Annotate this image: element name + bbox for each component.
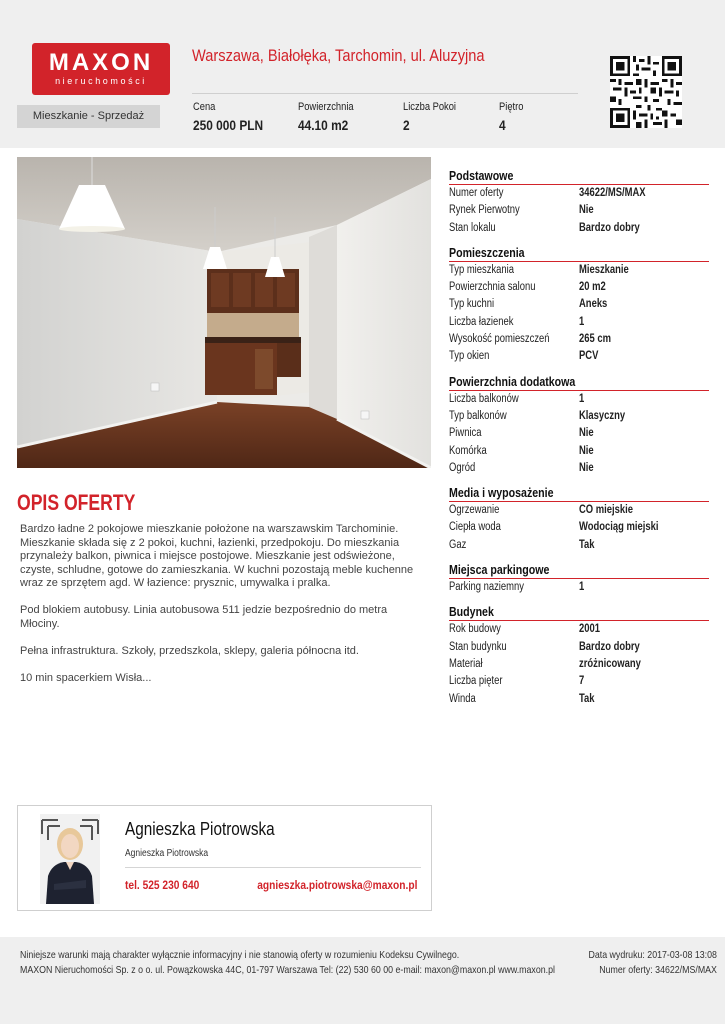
detail-row: Powierzchnia salonu 20 m2 — [449, 281, 606, 294]
agent-card — [17, 805, 432, 911]
footer — [0, 937, 725, 1024]
description-body — [20, 523, 420, 699]
property-details — [449, 168, 709, 708]
footer-company: MAXON Nieruchomości Sp. z o o. ul. Powązkowska 44C, 01-797 Warszawa Tel: (22) 530 60 00 e-mail: maxon@maxon.pl www.maxon.pl — [20, 964, 555, 976]
section-title-extra-area: Powierzchnia dodatkowa — [449, 374, 709, 391]
description-paragraph: Bardzo ładne 2 pokojowe mieszkanie położone na warszawskim Tarchominie. Mieszkanie składa się z 2 pokoi, kuchni, łazienki, przedpokoju. Do mieszkania przynależy balkon, piwnica i miejsce postojowe. Mieszkanie jest odświeżone, czyste, schludne, gotowe do zamieszkania. W kuchni pozostają meble kuchenne wraz ze sprzętem agd. W łazience: prysznic, umywalka i pralka. — [20, 523, 414, 589]
detail-row: Ogrzewanie CO miejskie — [449, 504, 633, 517]
stat-floor — [499, 101, 528, 133]
footer-disclaimer: Niniejsze warunki mają charakter wyłącznie informacyjny i nie stanowią oferty w rozumieniu Kodeksu Cywilnego. — [20, 949, 460, 961]
detail-row: Ciepła woda Wodociąg miejski — [449, 521, 659, 534]
detail-row: Wysokość pomieszczeń 265 cm — [449, 333, 611, 346]
footer-offer-number: Numer oferty: 34622/MS/MAX — [599, 964, 717, 976]
detail-row: Liczba balkonów 1 — [449, 392, 585, 405]
section-title-basic: Podstawowe — [449, 168, 709, 185]
logo-wordmark: MAXON — [48, 49, 154, 76]
section-title-building: Budynek — [449, 604, 709, 621]
stat-price — [193, 101, 276, 133]
detail-row: Piwnica Nie — [449, 427, 594, 440]
agent-divider — [125, 867, 421, 868]
stat-label: Powierzchnia — [298, 101, 354, 113]
offer-type-badge: Mieszkanie - Sprzedaż — [17, 105, 160, 128]
detail-row: Liczba pięter 7 — [449, 675, 585, 688]
stat-area — [298, 101, 363, 133]
header-divider — [192, 93, 578, 94]
logo-subtitle: nieruchomości — [55, 76, 147, 86]
stat-label: Liczba Pokoi — [403, 101, 457, 113]
property-address: Warszawa, Białołęka, Tarchomin, ul. Aluzyjna — [192, 46, 485, 65]
section-title-media: Media i wyposażenie — [449, 485, 709, 502]
detail-row: Typ okien PCV — [449, 350, 599, 363]
detail-row: Gaz Tak — [449, 538, 595, 551]
detail-row: Winda Tak — [449, 692, 595, 705]
property-photo[interactable] — [17, 157, 431, 468]
stat-value: 4 — [499, 117, 506, 133]
footer-print-date: Data wydruku: 2017-03-08 13:08 — [588, 949, 717, 961]
stat-value: 44.10 m2 — [298, 117, 349, 133]
detail-row: Materiał zróżnicowany — [449, 657, 641, 670]
detail-row: Typ balkonów Klasyczny — [449, 409, 626, 422]
stat-label: Cena — [193, 101, 216, 113]
description-title: OPIS OFERTY — [17, 490, 136, 515]
detail-row: Rynek Pierwotny Nie — [449, 204, 594, 217]
agent-subtitle: Agnieszka Piotrowska — [125, 848, 209, 859]
stat-value: 2 — [403, 117, 410, 133]
stat-value: 250 000 PLN — [193, 117, 264, 133]
description-paragraph: 10 min spacerkiem Wisła... — [20, 671, 152, 684]
maxon-logo[interactable] — [32, 43, 170, 95]
detail-row: Komórka Nie — [449, 444, 594, 457]
detail-row: Numer oferty 34622/MS/MAX — [449, 187, 646, 199]
detail-row: Rok budowy 2001 — [449, 623, 600, 636]
description-paragraph: Pod blokiem autobusy. Linia autobusowa 511 jedzie bezpośrednio do metra Młociny. — [20, 604, 388, 630]
detail-row: Ogród Nie — [449, 461, 594, 474]
detail-row: Typ mieszkania Mieszkanie — [449, 263, 629, 276]
detail-row: Stan budynku Bardzo dobry — [449, 640, 640, 653]
qr-code-icon[interactable] — [610, 56, 682, 128]
footer-right — [589, 948, 717, 978]
section-title-rooms: Pomieszczenia — [449, 245, 709, 262]
section-title-parking: Miejsca parkingowe — [449, 562, 709, 579]
footer-left — [20, 948, 555, 978]
detail-row: Typ kuchni Aneks — [449, 298, 608, 311]
agent-avatar — [40, 814, 100, 904]
stat-label: Piętro — [499, 101, 524, 113]
agent-phone-link[interactable]: tel. 525 230 640 — [125, 878, 200, 892]
agent-name: Agnieszka Piotrowska — [125, 819, 275, 839]
header — [0, 0, 725, 148]
detail-row: Stan lokalu Bardzo dobry — [449, 221, 640, 234]
stat-rooms — [403, 101, 465, 133]
agent-email-link[interactable]: agnieszka.piotrowska@maxon.pl — [256, 878, 417, 892]
detail-row: Parking naziemny 1 — [449, 581, 585, 594]
description-paragraph: Pełna infrastruktura. Szkoły, przedszkola, sklepy, galeria północna itd. — [20, 644, 359, 657]
detail-row: Liczba łazienek 1 — [449, 315, 585, 328]
